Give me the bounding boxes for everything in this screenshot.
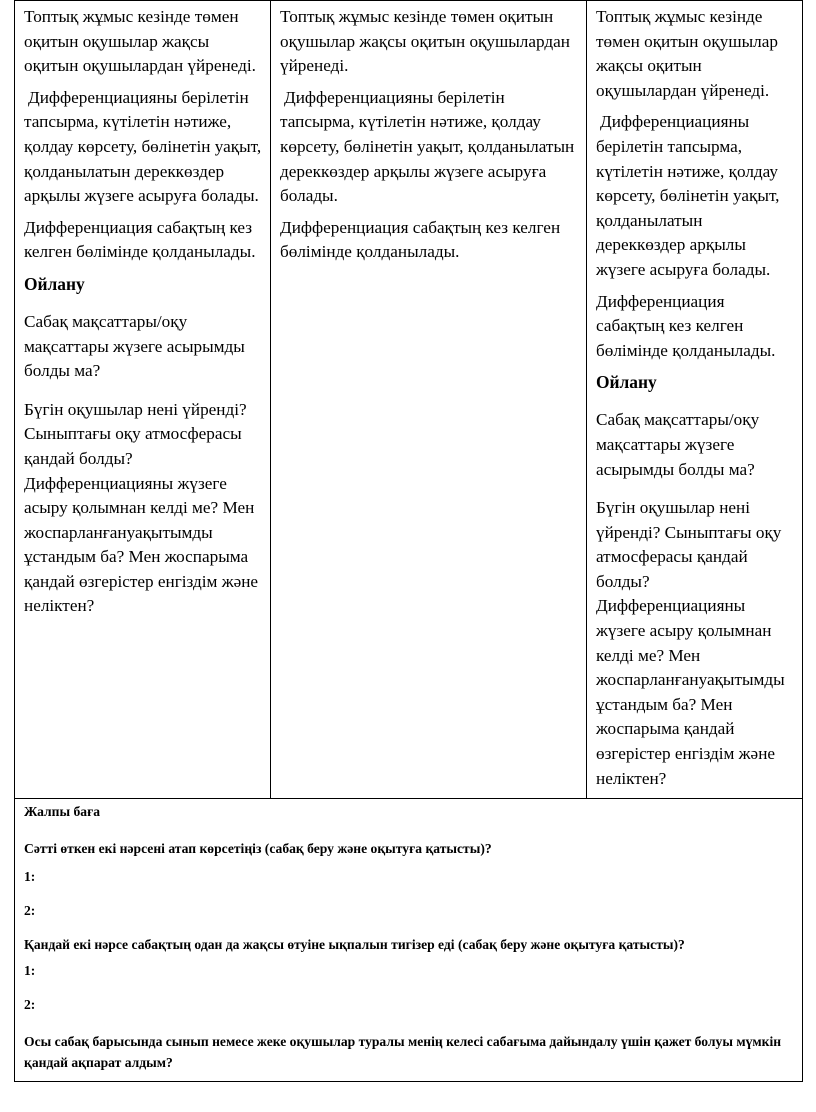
differentiation-methods-text: Дифференциацияны берілетін тапсырма, күтілетін нәтиже, қолдау көрсету, бөлінетін уақыт, қолданылатын дереккөздер арқылы жүзеге асыруға болады. <box>280 87 575 206</box>
group-work-text: Топтық жұмыс кезінде төмен оқитын оқушылар жақсы оқитын оқушылардан үйренеді. <box>280 7 570 76</box>
document-page <box>14 0 802 1069</box>
summary-answer-label: 1: <box>24 963 36 979</box>
differentiation-usage-text: Дифференциация сабақтың кез келген бөлімінде қолданылады. <box>596 291 776 360</box>
summary-question-information: Осы сабақ барысында сынып немесе жеке оқушылар туралы менің келесі сабағыма дайындалу үшін қажет болуы мүмкін қандай ақпарат алдым? <box>24 1034 782 1071</box>
summary-cell <box>15 799 803 1082</box>
summary-question-improvements: Қандай екі нәрсе сабақтың одан да жақсы өтуіне ықпалын тигізер еді (сабақ беру және оқытуға қатысты)? <box>24 937 685 953</box>
column-1-cell <box>15 1 271 799</box>
reflection-question-goals: Сабақ мақсаттары/оқу мақсаттары жүзеге асырымды болды ма? <box>596 410 760 479</box>
differentiation-usage-text: Дифференциация сабақтың кез келген бөлімінде қолданылады. <box>24 217 256 262</box>
summary-answer-label: 2: <box>24 903 36 919</box>
differentiation-usage-text: Дифференциация сабақтың кез келген бөлімінде қолданылады. <box>280 217 561 262</box>
differentiation-methods-text: Дифференциацияны берілетін тапсырма, күтілетін нәтиже, қолдау көрсету, бөлінетін уақыт, қолданылатын дереккөздер арқылы жүзеге асыруға болады. <box>596 112 780 279</box>
differentiation-methods-text: Дифференциацияны берілетін тапсырма, күтілетін нәтиже, қолдау көрсету, бөлінетін уақыт, қолданылатын дереккөздер арқылы жүзеге асыруға болады. <box>24 87 262 206</box>
summary-row <box>15 799 803 1082</box>
reflection-heading: Ойлану <box>24 273 85 294</box>
column-2-cell <box>271 1 587 799</box>
group-work-text: Топтық жұмыс кезінде төмен оқитын оқушылар жақсы оқитын оқушылардан үйренеді. <box>24 7 256 76</box>
summary-answer-label: 1: <box>24 869 36 885</box>
lesson-plan-table <box>14 0 803 1082</box>
reflection-question-learning: Бүгін оқушылар нені үйренді? Сыныптағы оқу атмосферасы қандай болды? Дифференциацияны жүзеге асыру қолымнан келді ме? Мен жоспарланғануақытымды ұстандым ба? Мен жоспарыма қандай өзгерістер енгіздім және неліктен? <box>596 498 785 788</box>
reflection-heading: Ойлану <box>596 372 657 393</box>
summary-answer-label: 2: <box>24 997 36 1013</box>
differentiation-row <box>15 1 803 799</box>
summary-question-successes: Сәтті өткен екі нәрсені атап көрсетіңіз (сабақ беру және оқытуға қатысты)? <box>24 841 492 857</box>
reflection-question-learning: Бүгін оқушылар нені үйренді? Сыныптағы оқу атмосферасы қандай болды? Дифференциацияны жүзеге асыру қолымнан келді ме? Мен жоспарланғануақытымды ұстандым ба? Мен жоспарыма қандай өзгерістер енгіздім және неліктен? <box>24 399 259 616</box>
group-work-text: Топтық жұмыс кезінде төмен оқитын оқушылар жақсы оқитын оқушылардан үйренеді. <box>596 7 778 100</box>
summary-title: Жалпы баға <box>24 804 101 820</box>
reflection-question-goals: Сабақ мақсаттары/оқу мақсаттары жүзеге асырымды болды ма? <box>24 311 245 381</box>
column-3-cell <box>587 1 803 799</box>
